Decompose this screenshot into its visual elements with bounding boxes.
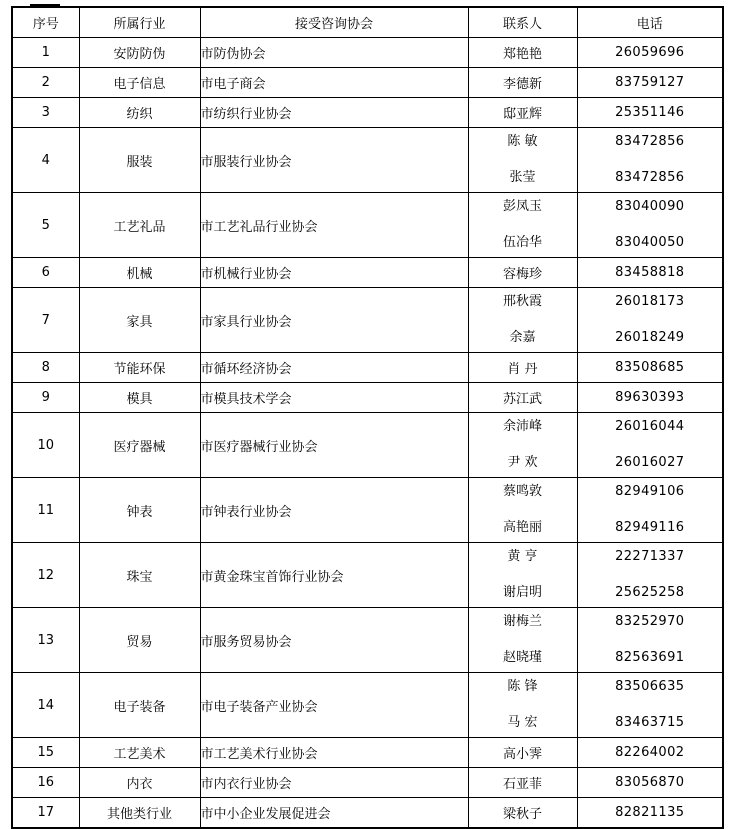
contact-person-name: 陈 敏 [507, 134, 538, 149]
row-contact-person: 高小霁 [468, 738, 577, 768]
row-industry: 服装 [79, 128, 200, 193]
row-phone [577, 478, 723, 543]
table-row [12, 478, 723, 543]
row-industry: 纺织 [79, 98, 200, 128]
contact-person-name: 伍冶华 [502, 235, 542, 250]
phone-number: 82563691 [615, 650, 685, 665]
row-contact-person [468, 288, 577, 353]
row-contact-person: 苏江武 [468, 383, 577, 413]
row-association: 市钟表行业协会 [200, 478, 468, 543]
row-industry: 安防防伪 [79, 38, 200, 68]
table-row [12, 673, 723, 738]
row-serial-number: 14 [12, 673, 79, 738]
row-association: 市电子装备产业协会 [200, 673, 468, 738]
row-industry: 其他类行业 [79, 798, 200, 829]
row-contact-person [468, 543, 577, 608]
table-row [12, 608, 723, 673]
row-contact-person: 梁秋子 [468, 798, 577, 829]
contact-person-name: 赵晓瑾 [502, 650, 542, 665]
contact-person-name: 余沛峰 [502, 419, 542, 434]
phone-number: 83040050 [615, 235, 685, 250]
row-contact-person: 容梅珍 [468, 258, 577, 288]
row-phone [577, 413, 723, 478]
row-industry: 家具 [79, 288, 200, 353]
table-header-row [12, 7, 723, 38]
row-serial-number: 3 [12, 98, 79, 128]
table-row [12, 353, 723, 383]
row-serial-number: 13 [12, 608, 79, 673]
contact-person-name: 蔡鸣敦 [502, 484, 542, 499]
contact-person-name: 尹 欢 [507, 455, 538, 470]
row-association: 市黄金珠宝首饰行业协会 [200, 543, 468, 608]
table-row [12, 383, 723, 413]
row-association: 市模具技术学会 [200, 383, 468, 413]
phone-number: 82949106 [615, 484, 685, 499]
table-row [12, 798, 723, 829]
row-contact-person [468, 413, 577, 478]
contact-person-name: 黄 亨 [507, 549, 538, 564]
contact-person-name: 高艳丽 [502, 520, 542, 535]
row-industry: 电子信息 [79, 68, 200, 98]
table-row [12, 68, 723, 98]
table-body [12, 38, 723, 829]
row-contact-person [468, 673, 577, 738]
row-association: 市工艺礼品行业协会 [200, 193, 468, 258]
row-phone: 82821135 [577, 798, 723, 829]
table-row [12, 38, 723, 68]
row-serial-number: 2 [12, 68, 79, 98]
row-serial-number: 4 [12, 128, 79, 193]
row-industry: 模具 [79, 383, 200, 413]
row-contact-person [468, 128, 577, 193]
contact-person-name: 彭凤玉 [502, 199, 542, 214]
phone-number: 83472856 [615, 170, 685, 185]
phone-number: 26018173 [615, 294, 685, 309]
row-contact-person: 石亚菲 [468, 768, 577, 798]
row-serial-number: 10 [12, 413, 79, 478]
row-serial-number: 8 [12, 353, 79, 383]
table-row [12, 413, 723, 478]
row-serial-number: 17 [12, 798, 79, 829]
table-row [12, 543, 723, 608]
header-association: 接受咨询协会 [200, 7, 468, 38]
row-phone [577, 608, 723, 673]
row-phone: 82264002 [577, 738, 723, 768]
contact-person-name: 余嘉 [509, 330, 536, 345]
row-phone [577, 128, 723, 193]
row-association: 市循环经济协会 [200, 353, 468, 383]
row-serial-number: 7 [12, 288, 79, 353]
phone-number: 83463715 [615, 715, 685, 730]
header-contact-person: 联系人 [468, 7, 577, 38]
phone-number: 82949116 [615, 520, 685, 535]
row-association: 市服装行业协会 [200, 128, 468, 193]
row-phone: 26059696 [577, 38, 723, 68]
table-row [12, 258, 723, 288]
row-phone [577, 543, 723, 608]
header-phone: 电话 [577, 7, 723, 38]
contact-person-name: 张莹 [509, 170, 536, 185]
row-phone: 89630393 [577, 383, 723, 413]
contact-person-name: 谢启明 [502, 585, 542, 600]
association-contact-table [11, 6, 724, 829]
row-association: 市内衣行业协会 [200, 768, 468, 798]
row-serial-number: 6 [12, 258, 79, 288]
row-contact-person [468, 608, 577, 673]
phone-number: 83040090 [615, 199, 685, 214]
row-association: 市机械行业协会 [200, 258, 468, 288]
row-contact-person [468, 478, 577, 543]
row-industry: 珠宝 [79, 543, 200, 608]
row-phone [577, 193, 723, 258]
row-serial-number: 1 [12, 38, 79, 68]
phone-number: 26018249 [615, 330, 685, 345]
contact-person-name: 陈 锋 [507, 679, 538, 694]
row-phone [577, 288, 723, 353]
row-industry: 内衣 [79, 768, 200, 798]
row-serial-number: 16 [12, 768, 79, 798]
row-association: 市服务贸易协会 [200, 608, 468, 673]
header-industry: 所属行业 [79, 7, 200, 38]
row-association: 市防伪协会 [200, 38, 468, 68]
row-industry: 医疗器械 [79, 413, 200, 478]
row-industry: 工艺美术 [79, 738, 200, 768]
phone-number: 83252970 [615, 614, 685, 629]
row-industry: 工艺礼品 [79, 193, 200, 258]
table-row [12, 128, 723, 193]
row-phone: 83056870 [577, 768, 723, 798]
row-contact-person: 郑艳艳 [468, 38, 577, 68]
row-phone [577, 673, 723, 738]
phone-number: 22271337 [615, 549, 685, 564]
contact-person-name: 谢梅兰 [502, 614, 542, 629]
contact-person-name: 邢秋霞 [502, 294, 542, 309]
row-serial-number: 11 [12, 478, 79, 543]
row-industry: 贸易 [79, 608, 200, 673]
table-row [12, 768, 723, 798]
table-row [12, 193, 723, 258]
row-association: 市纺织行业协会 [200, 98, 468, 128]
row-industry: 节能环保 [79, 353, 200, 383]
phone-number: 26016027 [615, 455, 685, 470]
row-serial-number: 15 [12, 738, 79, 768]
row-serial-number: 12 [12, 543, 79, 608]
row-association: 市电子商会 [200, 68, 468, 98]
row-contact-person: 李德新 [468, 68, 577, 98]
contact-person-name: 马 宏 [507, 715, 538, 730]
phone-number: 83506635 [615, 679, 685, 694]
row-association: 市家具行业协会 [200, 288, 468, 353]
phone-number: 25625258 [615, 585, 685, 600]
header-serial-number: 序号 [12, 7, 79, 38]
row-association: 市医疗器械行业协会 [200, 413, 468, 478]
row-serial-number: 5 [12, 193, 79, 258]
row-phone: 83508685 [577, 353, 723, 383]
row-serial-number: 9 [12, 383, 79, 413]
row-contact-person: 肖 丹 [468, 353, 577, 383]
table-row [12, 738, 723, 768]
row-phone: 83759127 [577, 68, 723, 98]
row-industry: 电子装备 [79, 673, 200, 738]
row-association: 市工艺美术行业协会 [200, 738, 468, 768]
table-row [12, 98, 723, 128]
row-phone: 25351146 [577, 98, 723, 128]
row-association: 市中小企业发展促进会 [200, 798, 468, 829]
row-contact-person: 邸亚辉 [468, 98, 577, 128]
row-contact-person [468, 193, 577, 258]
row-industry: 钟表 [79, 478, 200, 543]
phone-number: 26016044 [615, 419, 685, 434]
row-phone: 83458818 [577, 258, 723, 288]
table-row [12, 288, 723, 353]
phone-number: 83472856 [615, 134, 685, 149]
row-industry: 机械 [79, 258, 200, 288]
